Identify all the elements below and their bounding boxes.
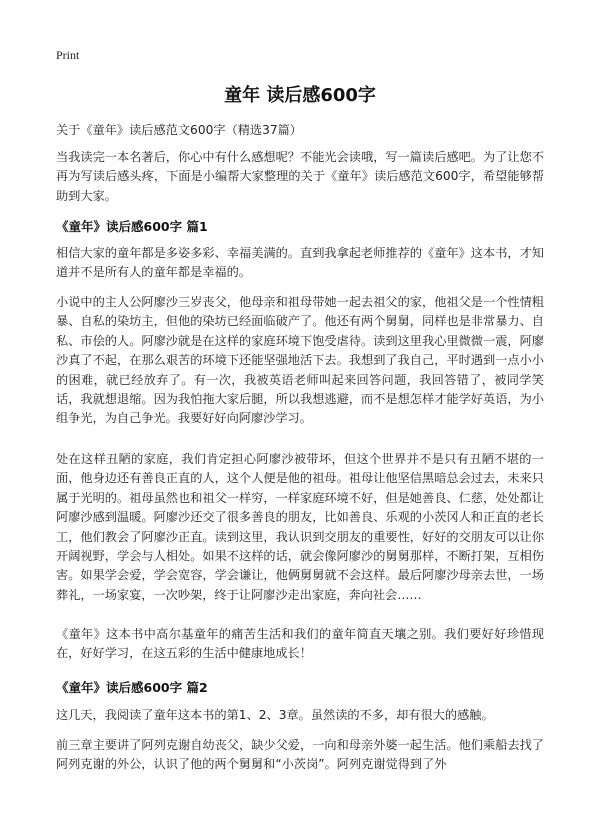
paragraph: 小说中的主人公阿廖沙三岁丧父，他母亲和祖母带她一起去祖父的家，他祖父是一个性情粗暴、自私的染坊主，但他的染坊已经面临破产了。他还有两个舅舅，同样也是非常暴力、自私、市侩的人。阿廖沙就是在这样的家庭环境下饱受虐待。读到这里我心里微微一震，阿廖沙真了不起，在那么艰苦的环境下还能坚强地活下去。我想到了我自己，平时遇到一点小小的困难，就已经放弃了。有一次，我被英语老师叫起来回答问题，我回答错了，被同学笑话，我就想退缩。因为我怕拖大家后腿，所以我想逃避，而不是想怎样才能学好英语，为小组争光，为自己争光。我要好好向阿廖沙学习。	[56, 295, 544, 426]
paragraph: 前三章主要讲了阿列克谢自幼丧父，缺少父爱，一向和母亲外婆一起生活。他们乘船去找了阿列克谢的外公，认识了他的两个舅舅和“小茨岗”。阿列克谢觉得到了外	[56, 738, 544, 772]
intro-paragraph: 当我读完一本名著后，你心中有什么感想呢？不能光会读哦，写一篇读后感吧。为了让您不再为写读后感头疼，下面是小编帮大家整理的关于《童年》读后感范文600字，希望能够帮助到大家。	[56, 150, 544, 203]
paragraph: 相信大家的童年都是多姿多彩、幸福美满的。直到我拿起老师推荐的《童年》这本书，才知道并不是所有人的童年都是幸福的。	[56, 246, 544, 280]
section-heading-1: 《童年》读后感600字 篇1	[56, 219, 208, 234]
print-link[interactable]: Print	[56, 48, 80, 62]
paragraph: 这几天，我阅读了童年这本书的第1、2、3章。虽然读的不多，却有很大的感触。	[56, 708, 494, 722]
section-heading-2: 《童年》读后感600字 篇2	[56, 680, 208, 695]
subtitle: 关于《童年》读后感范文600字（精选37篇）	[56, 123, 302, 137]
paragraph: 处在这样丑陋的家庭，我们肯定担心阿廖沙被带坏，但这个世界并不是只有丑陋不堪的一面，他身边还有善良正直的人，这个人便是他的祖母。祖母让他坚信黑暗总会过去，未来只属于光明的。祖母虽然也和祖父一样穷，一样家庭环境不好，但是她善良、仁慈，处处都让阿廖沙感到温暖。阿廖沙还交了很多善良的朋友，比如善良、乐观的小茨冈人和正直的老长工，他们教会了阿廖沙正直。读到这里，我认识到交朋友的重要性，好好的交朋友可以让你开阔视野，学会与人相处。如果不这样的话，就会像阿廖沙的舅舅那样，不断打架，互相伤害。如果学会爱，学会宽容，学会谦让，他俩舅舅就不会这样。最后阿廖沙母亲去世，一场葬礼，一场家宴，一次吵架，终于让阿廖沙走出家庭，奔向社会……	[56, 452, 544, 602]
page-title: 童年 读后感600字	[224, 85, 376, 106]
paragraph: 《童年》这本书中高尔基童年的痛苦生活和我们的童年简直天壤之别。我们要好好珍惜现在，好好学习，在这五彩的生活中健康地成长！	[56, 627, 544, 661]
